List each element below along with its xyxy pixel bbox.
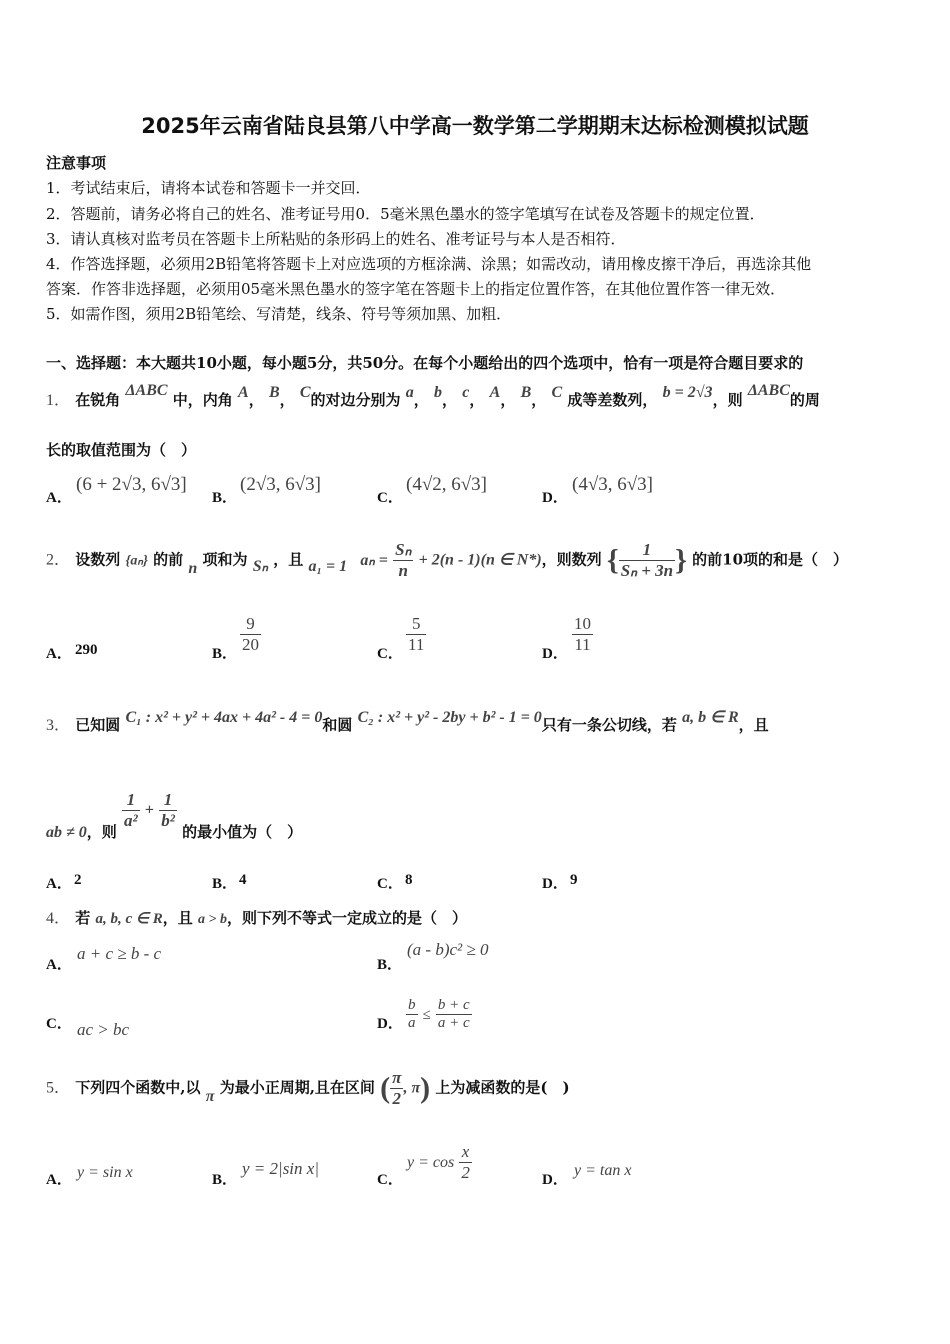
q1-math-triangle-2: ΔABC — [747, 382, 790, 399]
q4-number: 4． — [46, 910, 71, 927]
q2-option-d-denominator: 11 — [572, 634, 593, 655]
q5-text-3: 上为减函数的是( ) — [435, 1078, 570, 1097]
q1-option-d-label: D． — [542, 490, 568, 506]
q3-option-c: 8 — [405, 872, 413, 888]
q5-math-interval-tail: , π — [403, 1079, 421, 1097]
q1-text-2: 中，内角 — [172, 391, 233, 409]
q1-option-d: (4√3, 6√3] — [572, 474, 654, 495]
q2-option-d — [572, 614, 593, 655]
notice-item-3: 3．请认真核对监考员在答题卡上所粘贴的条形码上的姓名、准考证号与本人是否相符． — [46, 230, 626, 248]
q4-option-d-right-numerator: b + c — [437, 997, 470, 1013]
q2-option-c — [406, 614, 426, 655]
q1-text-3: 的对边分别为 — [310, 391, 401, 409]
q1-number: 1． — [46, 392, 71, 409]
q3-option-d: 9 — [570, 872, 578, 888]
notice-heading: 注意事项 — [46, 154, 107, 172]
q2-stem — [46, 540, 848, 581]
q4-text-1: 若 — [75, 909, 91, 927]
q3-option-a-label: A． — [46, 876, 72, 892]
q2-reciprocal-denominator: Sₙ + 3n — [620, 561, 674, 580]
q1-math-b-value: b = 2√3 — [662, 384, 713, 401]
q1-option-c-label: C． — [377, 490, 403, 506]
q4-stem — [46, 905, 467, 928]
q1-text-4: 成等差数列， — [567, 391, 658, 409]
q2-option-c-denominator: 11 — [408, 635, 425, 654]
q2-text-3: 项和为 — [202, 550, 248, 569]
q3-fraction-b-numerator: 1 — [163, 790, 173, 809]
q1-math-triangle: ΔABC — [125, 382, 168, 399]
q3-text-1: 已知圆 — [75, 716, 121, 734]
notice-item-1: 1．考试结束后，请将本试卷和答题卡一并交回． — [46, 179, 371, 197]
q1-math-c: c — [462, 384, 470, 401]
q3-number: 3． — [46, 717, 71, 734]
q3-fraction-a-denominator: a² — [124, 811, 138, 830]
q4-option-d-right-denominator: a + c — [437, 1015, 470, 1031]
q1-math-C2: C — [551, 384, 563, 401]
q1-sep-6: ， — [500, 391, 516, 409]
q1-option-a-label: A． — [46, 490, 72, 506]
q3-math-circle-2: C₂ : x² + y² - 2by + b² - 1 = 0 — [357, 709, 542, 726]
q5-right-paren-icon: ) — [420, 1071, 431, 1105]
q2-math-an-rhs: + 2(n - 1)(n ∈ N*) — [418, 551, 542, 569]
q3-math-fraction-b — [159, 790, 177, 831]
q5-text-2: 为最小正周期,且在区间 — [219, 1078, 375, 1097]
q2-text-1: 设数列 — [75, 550, 121, 569]
q1-math-a: a — [405, 384, 414, 401]
q5-option-c-label: C． — [377, 1172, 403, 1188]
q2-math-an-lhs: aₙ = — [360, 551, 388, 569]
q4-math-abc-real: a, b, c ∈ R — [95, 911, 163, 927]
q3-text-6: 的最小值为（ ） — [182, 822, 303, 841]
q4-option-a: a + c ≥ b - c — [77, 944, 162, 963]
q5-option-a-label: A． — [46, 1172, 72, 1188]
q4-option-d-left-denominator: a — [408, 1015, 416, 1031]
q4-option-d-fraction-right — [436, 997, 472, 1032]
q3-fraction-a-numerator: 1 — [126, 790, 136, 809]
q4-option-d-fraction-left — [406, 997, 418, 1032]
q5-interval-numerator: π — [392, 1068, 402, 1087]
q2-math-n: n — [188, 559, 198, 577]
q3-option-b: 4 — [239, 872, 247, 888]
q2-text-6: 的前10项的和是（ ） — [692, 550, 849, 569]
q2-left-brace-icon: { — [606, 543, 619, 577]
q2-option-a: 290 — [75, 642, 98, 658]
q5-option-b-label: B． — [212, 1172, 238, 1188]
q2-fraction-denominator: n — [393, 560, 413, 581]
q1-option-b: (2√3, 6√3] — [240, 474, 322, 495]
notice-item-5: 5．如需作图，须用2B铅笔绘、写清楚，线条、符号等须加黑、加粗． — [46, 305, 512, 323]
q3-stem-line2 — [46, 790, 303, 841]
q5-number: 5． — [46, 1079, 71, 1097]
q2-option-d-label: D． — [542, 646, 568, 662]
q1-sep-2: ， — [279, 391, 295, 409]
q5-option-c — [407, 1142, 472, 1183]
q5-left-paren-icon: ( — [380, 1071, 391, 1105]
q4-option-d — [406, 997, 472, 1032]
notice-item-2: 2．答题前，请务必将自己的姓名、准考证号用0．5毫米黑色墨水的签字笔填写在试卷及答题卡的规定位置． — [46, 205, 765, 223]
q5-option-c-cos: y = cos — [407, 1154, 455, 1171]
q2-reciprocal-numerator: 1 — [642, 540, 652, 559]
q3-math-ab-nonzero: ab ≠ 0 — [46, 823, 87, 841]
q2-option-b-denominator: 20 — [242, 635, 259, 654]
q3-math-plus: + — [144, 801, 154, 819]
q3-text-4: ，且 — [738, 716, 769, 734]
q5-option-c-numerator: x — [461, 1142, 470, 1161]
q3-option-a: 2 — [74, 872, 82, 888]
q4-text-2: ，且 — [162, 909, 193, 927]
q3-option-b-label: B． — [212, 876, 238, 892]
q2-number: 2． — [46, 551, 71, 569]
q3-text-2: 和圆 — [322, 716, 353, 734]
q2-math-sn: Sₙ — [252, 557, 268, 575]
q1-sep-7: ， — [531, 391, 547, 409]
q1-text-5: ，则 — [712, 391, 743, 409]
q1-sep-1: ， — [248, 391, 264, 409]
q1-sep-3: ， — [413, 391, 429, 409]
q2-math-a1: a₁ = 1 — [308, 557, 348, 575]
q2-option-b — [240, 614, 261, 655]
q2-option-d-numerator: 10 — [574, 614, 591, 633]
q1-option-b-label: B． — [212, 490, 238, 506]
q1-math-A: A — [238, 384, 249, 401]
q3-fraction-b-denominator: b² — [161, 811, 175, 830]
q1-stem-line1 — [46, 382, 820, 410]
q4-math-a-gt-b: a > b — [197, 912, 227, 927]
q2-math-fraction-reciprocal — [619, 540, 675, 581]
q1-sep-5: ， — [469, 391, 485, 409]
q2-text-5: ，则数列 — [541, 550, 602, 569]
q2-right-brace-icon: } — [675, 543, 687, 577]
q4-option-b: (a - b)c² ≥ 0 — [407, 940, 489, 959]
q1-stem-line2: 长的取值范围为（ ） — [46, 441, 197, 459]
q1-sep-4: ， — [442, 391, 458, 409]
q3-math-ab-real: a, b ∈ R — [682, 709, 739, 726]
q2-fraction-numerator: Sₙ — [395, 540, 412, 559]
q4-option-b-label: B． — [377, 957, 403, 973]
q5-text-1: 下列四个函数中,以 — [75, 1078, 201, 1097]
q2-math-fraction-sn-n — [393, 540, 413, 581]
q5-math-pi: π — [205, 1087, 215, 1105]
q4-option-a-label: A． — [46, 957, 72, 973]
q4-option-d-left-numerator: b — [408, 997, 416, 1013]
q3-option-d-label: D． — [542, 876, 568, 892]
q3-text-3: 只有一条公切线，若 — [541, 716, 677, 734]
q2-option-c-numerator: 5 — [411, 614, 421, 633]
q2-text-2: 的前 — [153, 550, 184, 569]
q4-option-d-label: D． — [377, 1016, 403, 1032]
q1-text-1: 在锐角 — [75, 391, 121, 409]
q5-option-d-label: D． — [542, 1172, 568, 1188]
q5-option-c-fraction — [459, 1142, 472, 1183]
q1-math-C: C — [299, 384, 311, 401]
q4-option-c: ac > bc — [77, 1020, 130, 1039]
q5-interval-denominator: 2 — [390, 1088, 403, 1109]
q5-option-a: y = sin x — [77, 1164, 133, 1181]
q1-option-a: (6 + 2√3, 6√3] — [76, 474, 187, 495]
q1-option-c: (4√2, 6√3] — [406, 474, 488, 495]
q1-math-B: B — [268, 384, 280, 401]
q2-option-b-numerator: 9 — [246, 614, 255, 633]
q5-stem — [46, 1068, 570, 1109]
q1-math-B2: B — [520, 384, 532, 401]
q2-option-c-label: C． — [377, 646, 403, 662]
q3-text-5: ，则 — [86, 822, 117, 841]
q1-math-A2: A — [489, 384, 501, 401]
q2-option-a-label: A． — [46, 646, 72, 662]
q2-option-b-label: B． — [212, 646, 238, 662]
q2-math-sequence: {aₙ} — [125, 553, 148, 569]
section-heading: 一、选择题：本大题共10小题，每小题5分，共50分。在每个小题给出的四个选项中，恰有一项是符合题目要求的 — [46, 354, 804, 372]
q2-text-4: ，且 — [273, 550, 304, 569]
notice-item-4-cont: 答案．作答非选择题，必须用05毫米黑色墨水的签字笔在答题卡上的指定位置作答，在其他位置作答一律无效． — [46, 280, 786, 298]
q4-option-c-label: C． — [46, 1016, 72, 1032]
q4-text-3: ，则下列不等式一定成立的是（ ） — [226, 909, 467, 927]
q3-option-c-label: C． — [377, 876, 403, 892]
q5-option-b: y = 2|sin x| — [242, 1159, 319, 1178]
q3-stem-line1 — [46, 709, 769, 735]
q1-math-b: b — [434, 384, 443, 401]
q5-math-interval-fraction — [390, 1068, 403, 1109]
q5-option-c-denominator: 2 — [461, 1163, 470, 1182]
q3-math-fraction-a — [122, 790, 140, 831]
q1-text-6: 的周 — [789, 391, 820, 409]
q4-option-d-leq: ≤ — [422, 1007, 431, 1023]
page-title: 2025年云南省陆良县第八中学高一数学第二学期期末达标检测模拟试题 — [141, 114, 809, 138]
q3-math-circle-1: C₁ : x² + y² + 4ax + 4a² - 4 = 0 — [125, 709, 323, 726]
notice-item-4: 4．作答选择题，必须用2B铅笔将答题卡上对应选项的方框涂满、涂黑；如需改动，请用橡皮擦干净后，再选涂其他 — [46, 255, 812, 273]
q5-option-d: y = tan x — [574, 1162, 632, 1179]
